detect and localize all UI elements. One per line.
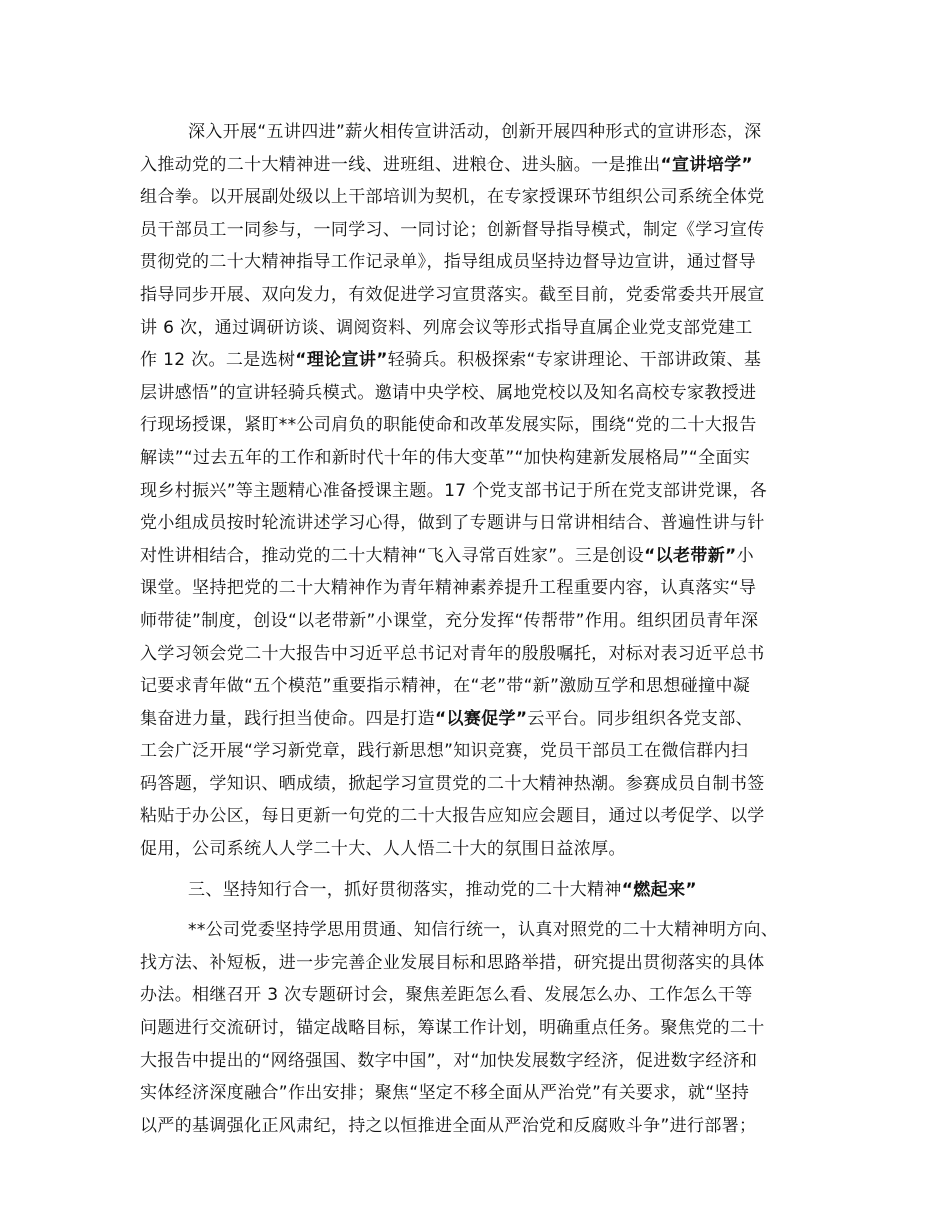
text-line: 课堂。坚持把党的二十大精神作为青年精神素养提升工程重要内容，认真落实“导 bbox=[140, 578, 757, 599]
text-line: 办法。相继召开 3 次专题研讨会，聚焦差距怎么看、发展怎么办、工作怎么干等 bbox=[140, 985, 753, 1006]
text-line: **公司党委坚持学思用贯通、知信行统一，认真对照党的二十大精神明方向、 bbox=[188, 920, 779, 941]
text-line: 行现场授课，紧盯**公司肩负的职能使命和改革发展实际，围绕“党的二十大报告 bbox=[140, 415, 757, 436]
paragraph-wujiang-sijin bbox=[140, 116, 815, 866]
text-line: 层讲感悟”的宣讲轻骑兵模式。邀请中央学校、属地党校以及知名高校专家教授进 bbox=[140, 382, 757, 403]
text-line: 深入开展“五讲四进”薪火相传宣讲活动，创新开展四种形式的宣讲形态，深 bbox=[188, 122, 762, 142]
text-line: 实体经济深度融合”作出安排；聚焦“坚定不移全面从严治党”有关要求，就“坚持 bbox=[140, 1083, 750, 1104]
text-line: 指导同步开展、双向发力，有效促进学习宣贯落实。截至目前，党委常委共开展宣 bbox=[140, 284, 765, 305]
text-line: 入学习领会党二十大报告中习近平总书记对青年的殷殷嘱托，对标对表习近平总书 bbox=[140, 643, 765, 664]
text-line: 大报告中提出的“网络强国、数字中国”，对“加快发展数字经济，促进数字经济和 bbox=[140, 1050, 758, 1071]
text-line: 讲 6 次，通过调研访谈、调阅资料、列席会议等形式指导直属企业党支部党建工 bbox=[140, 317, 753, 338]
section-heading-three bbox=[140, 874, 815, 907]
section-heading-line: 三、坚持知行合一，抓好贯彻落实，推动党的二十大精神“燃起来” bbox=[188, 879, 697, 900]
text-line: 党小组成员按时轮流讲述学习心得，做到了专题讲与日常讲相结合、普遍性讲与针 bbox=[140, 513, 765, 534]
text-line: 码答题，学知识、晒成绩，掀起学习宣贯党的二十大精神热潮。参赛成员自制书签 bbox=[140, 773, 765, 794]
paragraph-zhixing-heyi bbox=[140, 914, 815, 1142]
text-line: 记要求青年做“五个模范”重要指示精神，在“老”带“新”激励互学和思想碰撞中凝 bbox=[140, 676, 751, 697]
text-line: 作 12 次。二是选树“理论宣讲”轻骑兵。积极探索“专家讲理论、干部讲政策、基 bbox=[140, 350, 762, 371]
text-line: 集奋进力量，践行担当使命。四是打造“以赛促学”云平台。同步组织各党支部、 bbox=[140, 708, 753, 729]
text-line: 以严的基调强化正风肃纪，持之以恒推进全面从严治党和反腐败斗争”进行部署； bbox=[140, 1115, 757, 1136]
text-line: 找方法、补短板，进一步完善企业发展目标和思路举措，研究提出贯彻落实的具体 bbox=[140, 952, 765, 973]
text-line: 现乡村振兴”等主题精心准备授课主题。17 个党支部书记于所在党支部讲党课，各 bbox=[140, 480, 768, 501]
document-body bbox=[140, 116, 815, 1142]
text-line: 对性讲相结合，推动党的二十大精神“飞入寻常百姓家”。三是创设“以老带新”小 bbox=[140, 545, 754, 566]
text-line: 工会广泛开展“学习新党章，践行新思想”知识竞赛，党员干部员工在微信群内扫 bbox=[140, 741, 749, 762]
text-line: 组合拳。以开展副处级以上干部培训为契机，在专家授课环节组织公司系统全体党 bbox=[140, 187, 765, 208]
text-line: 师带徒”制度，创设“以老带新”小课堂，充分发挥“传帮带”作用。组织团员青年深 bbox=[140, 610, 759, 631]
text-line: 问题进行交流研讨，锚定战略目标，筹谋工作计划，明确重点任务。聚焦党的二十 bbox=[140, 1018, 765, 1039]
text-line: 粘贴于办公区，每日更新一句党的二十大报告应知应会题目，通过以考促学、以学 bbox=[140, 806, 765, 827]
text-line: 员干部员工一同参与，一同学习、一同讨论；创新督导指导模式，制定《学习宣传 bbox=[140, 219, 765, 240]
text-line: 促用，公司系统人人学二十大、人人悟二十大的氛围日益浓厚。 bbox=[140, 839, 626, 860]
text-line: 入推动党的二十大精神进一线、进班组、进粮仓、进头脑。一是推出“宣讲培学” bbox=[140, 154, 753, 175]
text-line: 贯彻党的二十大精神指导工作记录单》，指导组成员坚持边督导边宣讲，通过督导 bbox=[140, 252, 757, 273]
text-line: 解读”“过去五年的工作和新时代十年的伟大变革”“加快构建新发展格局”“全面实 bbox=[140, 447, 751, 468]
